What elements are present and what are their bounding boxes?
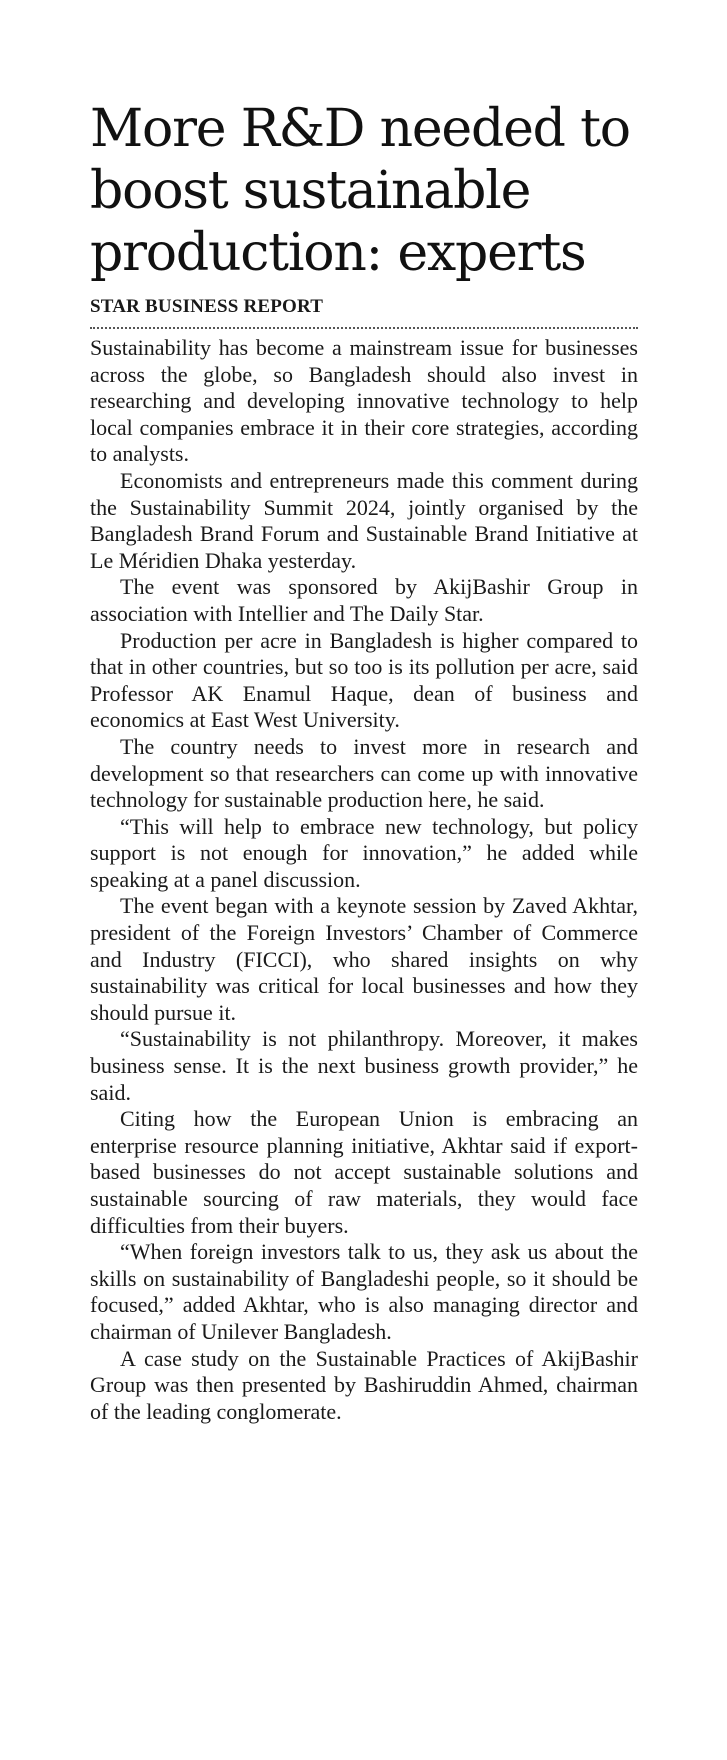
article-body (90, 335, 638, 1425)
article-paragraph: The event began with a keynote session by Zaved Akhtar, president of the Foreign Investors’ Chamber of Commerce and Industry (FICCI), who shared insights on why sustainability was critical for local businesses and how they should pursue it. (90, 893, 638, 1025)
article-paragraph: Sustainability has become a mainstream issue for businesses across the globe, so Bangladesh should also invest in researching and developing innovative technology to help local companies embrace it in their core strategies, according to analysts. (90, 335, 638, 467)
article-paragraph: Production per acre in Bangladesh is higher compared to that in other countries, but so too is its pollution per acre, said Professor AK Enamul Haque, dean of business and economics at East West University. (90, 627, 638, 733)
article-paragraph: The event was sponsored by AkijBashir Group in association with Intellier and The Daily Star. (90, 574, 638, 626)
news-article (90, 98, 638, 1425)
article-paragraph: A case study on the Sustainable Practices of AkijBashir Group was then presented by Bashiruddin Ahmed, chairman of the leading conglomerate. (90, 1345, 638, 1424)
article-paragraph: Citing how the European Union is embracing an enterprise resource planning initiative, Akhtar said if export-based businesses do not accept sustainable solutions and sustainable sourcing of raw materials, they would face difficulties from their buyers. (90, 1106, 638, 1238)
article-byline: STAR BUSINESS REPORT (90, 296, 638, 329)
article-paragraph: The country needs to invest more in research and development so that researchers can come up with innovative technology for sustainable production here, he said. (90, 733, 638, 813)
article-headline: More R&D needed to boost sustainable production: experts (90, 99, 630, 283)
article-paragraph: “Sustainability is not philanthropy. Moreover, it makes business sense. It is the next business growth provider,” he said. (90, 1026, 638, 1105)
article-paragraph: “This will help to embrace new technology, but policy support is not enough for innovation,” he added while speaking at a panel discussion. (90, 813, 638, 892)
article-paragraph: “When foreign investors talk to us, they ask us about the skills on sustainability of Bangladeshi people, so it should be focused,” added Akhtar, who is also managing director and chairman of Unilever Bangladesh. (90, 1239, 638, 1344)
article-paragraph: Economists and entrepreneurs made this comment during the Sustainability Summit 2024, jointly organised by the Bangladesh Brand Forum and Sustainable Brand Initiative at Le Méridien Dhaka yesterday. (90, 467, 638, 573)
